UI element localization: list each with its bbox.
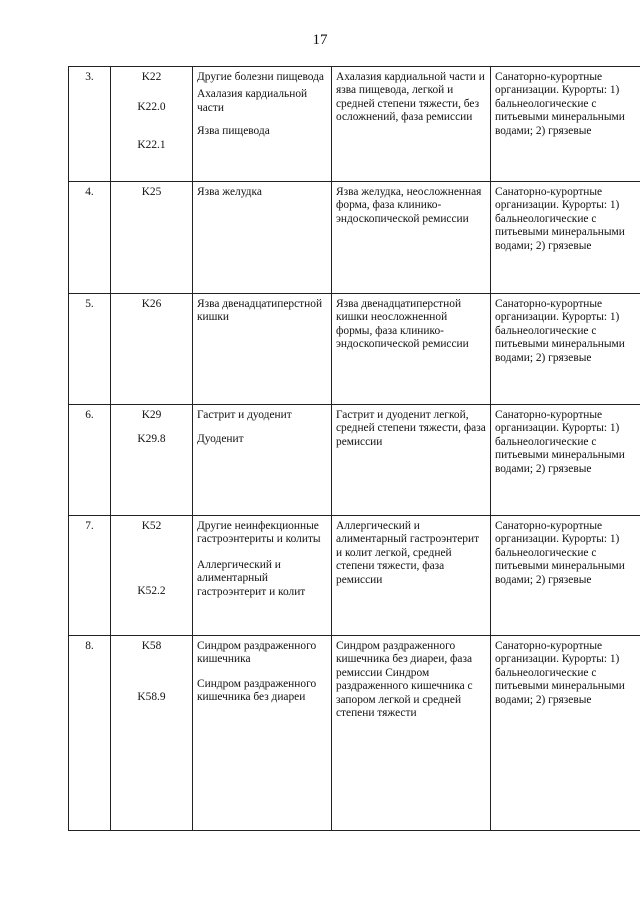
table-row bbox=[69, 636, 640, 831]
row-number: 3. bbox=[69, 67, 111, 182]
disease-name: Гастрит и дуоденит bbox=[197, 409, 292, 421]
resort-cell: Санаторно-курортные организации. Курорты: 1) бальнеологические с питьевыми минеральными водами; 2) грязевые bbox=[491, 294, 640, 405]
description-cell: Ахалазия кардиальной части и язва пищевода, легкой и средней степени тяжести, без осложнений, фаза ремиссии bbox=[332, 67, 491, 182]
disease-name: Ахалазия кардиальной части bbox=[197, 88, 308, 114]
icd-codes-cell bbox=[111, 294, 193, 405]
table-row bbox=[69, 294, 640, 405]
icd-code: K26 bbox=[141, 298, 162, 310]
icd-code: K25 bbox=[141, 186, 162, 198]
row-number: 7. bbox=[69, 516, 111, 636]
icd-codes-cell bbox=[111, 67, 193, 182]
icd-codes-cell bbox=[111, 516, 193, 636]
resort-cell: Санаторно-курортные организации. Курорты: 1) бальнеологические с питьевыми минеральными водами; 2) грязевые bbox=[491, 67, 640, 182]
description-cell: Синдром раздраженного кишечника без диареи, фаза ремиссии Синдром раздраженного кишечника с запором легкой и средней степени тяжести bbox=[332, 636, 491, 831]
page-number: 17 bbox=[312, 32, 328, 48]
disease-name: Дуоденит bbox=[197, 433, 244, 446]
icd-codes-cell bbox=[111, 182, 193, 294]
icd-code: K22.1 bbox=[137, 138, 166, 151]
description-cell: Аллергический и алиментарный гастроэнтерит и колит легкой, средней степени тяжести, фаза ремиссии bbox=[332, 516, 491, 636]
disease-name: Другие болезни пищевода bbox=[197, 71, 324, 83]
resort-cell: Санаторно-курортные организации. Курорты: 1) бальнеологические с питьевыми минеральными водами; 2) грязевые bbox=[491, 516, 640, 636]
icd-code: K52.2 bbox=[137, 585, 166, 598]
description-cell: Язва двенадцатиперстной кишки неосложненной формы, фаза клинико-эндоскопической ремиссии bbox=[332, 294, 491, 405]
description-cell: Гастрит и дуоденит легкой, средней степени тяжести, фаза ремиссии bbox=[332, 405, 491, 516]
row-number: 8. bbox=[69, 636, 111, 831]
disease-names-cell bbox=[193, 636, 332, 831]
icd-code: K58.9 bbox=[137, 691, 166, 704]
disease-name: Синдром раздраженного кишечника без диареи bbox=[197, 677, 317, 704]
table-row bbox=[69, 67, 640, 182]
disease-names-cell bbox=[193, 294, 332, 405]
disease-names-cell bbox=[193, 405, 332, 516]
icd-codes-cell bbox=[111, 405, 193, 516]
disease-names-cell bbox=[193, 67, 332, 182]
icd-codes-cell bbox=[111, 636, 193, 831]
icd-code: K29 bbox=[141, 409, 162, 421]
disease-name: Другие неинфекционные гастроэнтериты и колиты bbox=[197, 520, 321, 546]
disease-name: Аллергический и алиментарный гастроэнтерит и колит bbox=[197, 558, 306, 598]
disease-name: Язва двенадцатиперстной кишки bbox=[197, 298, 323, 324]
icd-code: K22 bbox=[141, 71, 162, 83]
disease-name: Синдром раздраженного кишечника bbox=[197, 640, 317, 666]
resort-indications-table bbox=[68, 66, 640, 831]
icd-code: K52 bbox=[141, 520, 162, 532]
row-number: 4. bbox=[69, 182, 111, 294]
icd-code: K22.0 bbox=[137, 101, 166, 114]
resort-cell: Санаторно-курортные организации. Курорты: 1) бальнеологические с питьевыми минеральными водами; 2) грязевые bbox=[491, 182, 640, 294]
table-row bbox=[69, 405, 640, 516]
table-row bbox=[69, 516, 640, 636]
disease-names-cell bbox=[193, 182, 332, 294]
table-row bbox=[69, 182, 640, 294]
disease-name: Язва пищевода bbox=[197, 125, 270, 138]
resort-cell: Санаторно-курортные организации. Курорты: 1) бальнеологические с питьевыми минеральными водами; 2) грязевые bbox=[491, 636, 640, 831]
disease-name: Язва желудка bbox=[197, 186, 262, 198]
row-number: 6. bbox=[69, 405, 111, 516]
description-cell: Язва желудка, неосложненная форма, фаза клинико-эндоскопической ремиссии bbox=[332, 182, 491, 294]
row-number: 5. bbox=[69, 294, 111, 405]
resort-cell: Санаторно-курортные организации. Курорты: 1) бальнеологические с питьевыми минеральными водами; 2) грязевые bbox=[491, 405, 640, 516]
disease-names-cell bbox=[193, 516, 332, 636]
icd-code: K29.8 bbox=[137, 433, 166, 446]
icd-code: K58 bbox=[141, 640, 162, 652]
